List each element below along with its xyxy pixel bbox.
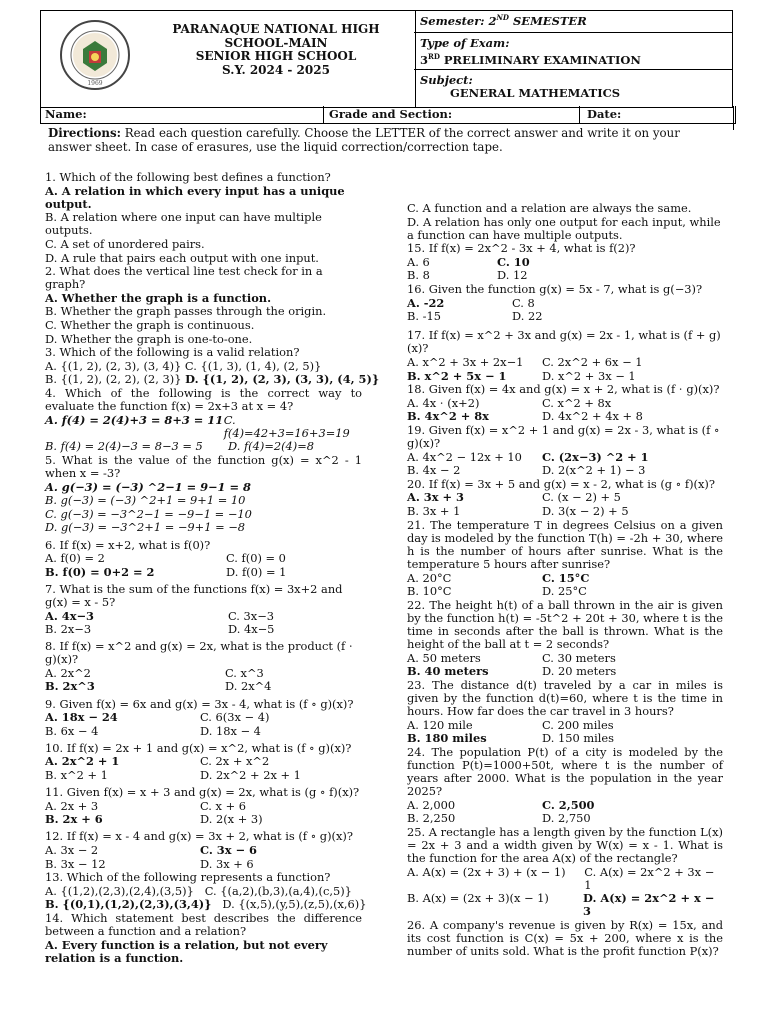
- question-text: 10. If f(x) = 2x + 1 and g(x) = x^2, what is (f ∘ g)(x)?: [45, 740, 352, 755]
- answer-choice: D. 18x − 4: [200, 723, 261, 738]
- answer-choice: A. f(4) = 2(4)+3 = 8+3 = 11: [45, 412, 224, 427]
- question-text: 20. If f(x) = 3x + 5 and g(x) = x - 2, what is (g ∘ f)(x)?: [407, 476, 715, 491]
- answer-choice: C. 3x − 6: [200, 843, 257, 857]
- answer-choice: A. 2x + 3: [45, 798, 99, 813]
- answer-choice: B. 2x^3: [45, 679, 95, 694]
- school-line: PARANAQUE NATIONAL HIGH: [172, 22, 380, 36]
- answer-choice: B. g(−3) = (−3) ^2+1 = 9+1 = 10: [45, 493, 246, 508]
- answer-choice: C. x + 6: [200, 798, 247, 813]
- answer-choice: D. 22: [512, 309, 543, 324]
- answer-choice: C. 2x + x^2: [200, 754, 270, 769]
- question-text: 24. The population P(t) of a city is modeled by the function P(t)=1000+50t, where t is the number of years after 2000. What is the population in the year 2025?: [407, 744, 723, 799]
- answer-choice: B. 3x + 1: [407, 504, 461, 519]
- answer-choice: C. (x − 2) + 5: [542, 490, 621, 505]
- question-text: 16. Given the function g(x) = 5x - 7, what is g(−3)?: [407, 282, 703, 297]
- answer-choice: B. f(0) = 0+2 = 2: [45, 564, 155, 579]
- question-text: 12. If f(x) = x - 4 and g(x) = 3x + 2, what is (f ∘ g)(x)?: [45, 829, 353, 844]
- grade-section-label: Grade and Section:: [329, 107, 453, 121]
- answer-choice: C. Whether the graph is continuous.: [45, 318, 255, 333]
- answer-choice: C. 2x^2 + 6x − 1: [542, 355, 643, 370]
- answer-choice: D. A relation has only one output for each input, while a function can have multiple outputs.: [407, 214, 721, 242]
- subject-label: Subject:: [420, 73, 473, 87]
- answer-choice: B. 4x − 2: [407, 463, 461, 478]
- answer-choice: A. {(1,2),(2,3),(2,4),(3,5)}: [45, 883, 194, 898]
- answer-choice: C. x^3: [225, 665, 264, 680]
- answer-choice: A. 2x^2 + 1: [45, 754, 120, 769]
- answer-choice: C. A set of unordered pairs.: [45, 236, 205, 251]
- answer-choice: D. 20 meters: [542, 664, 617, 679]
- answer-choice: A. -22: [407, 295, 445, 310]
- answer-choice: C. g(−3) = −3^2−1 = −9−1 = −10: [45, 506, 252, 521]
- answer-choice: A. 3x − 2: [45, 843, 99, 857]
- answer-choice: B. 2x + 6: [45, 812, 103, 827]
- answer-choice: D. Whether the graph is one-to-one.: [45, 331, 253, 346]
- answer-choice: D. f(0) = 1: [226, 564, 287, 579]
- semester-value: SEMESTER: [509, 13, 587, 28]
- answer-choice: D. x^2 + 3x − 1: [542, 368, 636, 383]
- question-text: 13. Which of the following represents a function?: [45, 870, 331, 885]
- exam-header: [40, 10, 734, 106]
- answer-choice: D. A(x) = 2x^2 + x − 3: [583, 891, 715, 919]
- answer-choice: A. 2x^2: [45, 665, 91, 680]
- answer-choice: C. 200 miles: [542, 717, 614, 732]
- answer-choice: A. f(0) = 2: [45, 551, 105, 566]
- question-text: 17. If f(x) = x^2 + 3x and g(x) = 2x - 1, what is (f + g)(x)?: [407, 328, 721, 356]
- directions-text: Read each question carefully. Choose the LETTER of the correct answer and write it on your answer sheet. In case of erasures, use the liquid correction/correction tape.: [48, 126, 680, 154]
- question-text: 2. What does the vertical line test check for in a graph?: [45, 264, 323, 292]
- answer-choice: D. 2,750: [542, 811, 591, 826]
- answer-choice: A. A(x) = (2x + 3) + (x − 1): [407, 864, 566, 879]
- answer-choice: C. 3x−3: [228, 608, 275, 623]
- answer-choice: B. x^2 + 1: [45, 768, 108, 783]
- answer-choice: D. 3(x − 2) + 5: [542, 504, 629, 519]
- answer-choice: C. 2,500: [542, 797, 595, 812]
- question-text: 7. What is the sum of the functions f(x) = 3x+2 and g(x) = x - 5?: [45, 581, 343, 609]
- question-text: 21. The temperature T in degrees Celsius on a given day is modeled by the function T(h) = -2h + 30, where h is the number of hours after sunrise. What is the temperature 5 hours after sunrise?: [407, 517, 723, 571]
- exam-type-row: [414, 33, 732, 70]
- answer-choice: C. (2x−3) ^2 + 1: [542, 449, 649, 464]
- answer-choice: B. {(0,1),(1,2),(2,3),(3,4)}: [45, 897, 212, 912]
- questions-column-right: [407, 202, 723, 959]
- answer-choice: C. A function and a relation are always the same.: [407, 201, 692, 215]
- exam-prefix: 3: [420, 52, 429, 67]
- school-line: SCHOOL-MAIN: [224, 35, 328, 50]
- question-text: 18. Given f(x) = 4x and g(x) = x + 2, what is (f ⋅ g)(x)?: [407, 382, 720, 397]
- answer-choice: A. 20°C: [407, 570, 452, 585]
- answer-choice: A. Every function is a relation, but not every relation is a function.: [45, 937, 328, 965]
- answer-choice: B. x^2 + 5x − 1: [407, 368, 507, 383]
- answer-choice: B. f(4) = 2(4)−3 = 8−3 = 5: [45, 439, 203, 454]
- answer-choice: D. 2(x^2 + 1) − 3: [542, 463, 646, 478]
- answer-choice: B. 40 meters: [407, 664, 489, 679]
- question-text: 25. A rectangle has a length given by the function L(x) = 2x + 3 and a width given by W(x) = x - 1. What is the function for the area A(x) of the rectangle?: [407, 824, 723, 865]
- answer-choice: D. {(x,5),(y,5),(z,5),(x,6)}: [222, 897, 367, 912]
- answer-choice: D. 2x^4: [225, 679, 272, 694]
- answer-choice: A. 3x + 3: [407, 490, 464, 505]
- answer-choice: C. {(a,2),(b,3),(a,4),(c,5)}: [204, 883, 352, 898]
- answer-choice: A. 4x ⋅ (x+2): [407, 395, 480, 410]
- answer-choice: C. 8: [512, 295, 535, 310]
- question-text: 9. Given f(x) = 6x and g(x) = 3x - 4, what is (f ∘ g)(x)?: [45, 696, 354, 711]
- answer-choice: A. 4x−3: [45, 608, 94, 623]
- answer-choice: B. 180 miles: [407, 731, 487, 746]
- answer-choice: D. 2x^2 + 2x + 1: [200, 768, 301, 783]
- answer-choice: D. A rule that pairs each output with one input.: [45, 250, 319, 265]
- answer-choice: A. x^2 + 3x + 2x−1: [407, 355, 524, 370]
- answer-choice: B. Whether the graph passes through the origin.: [45, 304, 327, 319]
- answer-choice: C. A(x) = 2x^2 + 3x − 1: [584, 864, 715, 892]
- school-seal-logo: [59, 19, 131, 91]
- school-block: [40, 10, 416, 108]
- answer-choice: B. 8: [407, 268, 430, 283]
- answer-choice: A. 18x − 24: [45, 710, 118, 725]
- semester-sup: ND: [496, 13, 509, 22]
- date-field-label: Date:: [587, 107, 622, 121]
- answer-choice: C. x^2 + 8x: [542, 395, 612, 410]
- answer-choice: A. 6: [407, 254, 430, 269]
- answer-choice: B. 3x − 12: [45, 856, 106, 871]
- answer-choice: A. A relation in which every input has a unique output.: [45, 183, 345, 211]
- question-text: 5. What is the value of the function g(x) = x^2 - 1 when x = -3?: [45, 452, 362, 481]
- answer-choice: B. A(x) = (2x + 3)(x − 1): [407, 891, 549, 906]
- answer-choice: D. 150 miles: [542, 731, 615, 746]
- svg-text:1969: 1969: [87, 80, 103, 87]
- question-text: 23. The distance d(t) traveled by a car in miles is given by the function d(t)=60, where t is the time in hours. How far does the car travel in 3 hours?: [407, 677, 723, 718]
- answer-choice: D. f(4)=2(4)=8: [228, 439, 315, 454]
- answer-choice: A. Whether the graph is a function.: [45, 290, 272, 305]
- question-text: 26. A company's revenue is given by R(x) = 15x, and its cost function is C(x) = 5x + 200, where x is the number of units sold. What is the profit function P(x)?: [407, 917, 723, 959]
- answer-choice: B. 2x−3: [45, 622, 92, 637]
- directions: [48, 126, 720, 154]
- answer-choice: A. 4x^2 − 12x + 10: [407, 449, 522, 464]
- school-line: SENIOR HIGH SCHOOL: [195, 49, 357, 63]
- exam-meta: [414, 10, 733, 108]
- school-year: S.Y. 2024 - 2025: [222, 62, 330, 77]
- question-text: 19. Given f(x) = x^2 + 1 and g(x) = 2x - 3, what is (f ∘ g)(x)?: [407, 423, 720, 451]
- questions-column-left: [45, 170, 380, 965]
- answer-choice: D. {(1, 2), (2, 3), (3, 3), (4, 5)}: [185, 372, 380, 387]
- answer-choice: B. {(1, 2), (2, 2), (2, 3)}: [45, 372, 182, 387]
- answer-choice: C. 10: [497, 254, 530, 269]
- answer-choice: D. g(−3) = −3^2+1 = −9+1 = −8: [45, 520, 246, 535]
- question-text: 15. If f(x) = 2x^2 - 3x + 4, what is f(2)?: [407, 241, 636, 256]
- question-text: 8. If f(x) = x^2 and g(x) = 2x, what is the product (f ⋅ g)(x)?: [45, 639, 353, 667]
- name-field-label: Name:: [45, 107, 87, 121]
- answer-choice: C. f(0) = 0: [226, 551, 286, 566]
- directions-label: Directions:: [48, 126, 121, 140]
- semester-label: Semester: 2: [420, 13, 497, 28]
- student-info-row: [40, 106, 736, 124]
- answer-choice: A. {(1, 2), (2, 3), (3, 4)} C. {(1, 3), (1, 4), (2, 5)}: [45, 358, 322, 373]
- question-text: 14. Which statement best describes the difference between a function and a relation?: [45, 910, 362, 939]
- subject-row: [414, 70, 732, 107]
- answer-choice: C. 30 meters: [542, 650, 616, 665]
- question-text: 4. Which of the following is the correct way to evaluate the function f(x) = 2x+3 at x = 4?: [45, 386, 362, 414]
- answer-choice: D. 3x + 6: [200, 856, 254, 871]
- answer-choice: B. 10°C: [407, 584, 452, 599]
- answer-choice: A. 120 mile: [407, 717, 473, 732]
- answer-choice: D. 4x^2 + 4x + 8: [542, 409, 643, 424]
- school-name: [151, 23, 401, 77]
- answer-choice: A. 50 meters: [407, 650, 481, 665]
- answer-choice: D. 4x−5: [228, 622, 275, 637]
- answer-choice: B. -15: [407, 309, 441, 324]
- question-text: 1. Which of the following best defines a function?: [45, 170, 331, 184]
- answer-choice: D. 25°C: [542, 584, 587, 599]
- answer-choice: C. 6(3x − 4): [200, 710, 270, 725]
- answer-choice: B. A relation where one input can have multiple outputs.: [45, 210, 322, 238]
- question-text: 11. Given f(x) = x + 3 and g(x) = 2x, what is (g ∘ f)(x)?: [45, 785, 360, 800]
- answer-choice: D. 12: [497, 268, 528, 283]
- answer-choice: C. 15°C: [542, 570, 590, 585]
- answer-choice: B. 2,250: [407, 811, 456, 826]
- exam-type-value: PRELIMINARY EXAMINATION: [439, 52, 641, 67]
- answer-choice: D. 2(x + 3): [200, 812, 263, 827]
- answer-choice: C. f(4)=42+3=16+3=19: [223, 412, 350, 440]
- answer-choice: B. 4x^2 + 8x: [407, 409, 489, 424]
- question-text: 22. The height h(t) of a ball thrown in the air is given by the function h(t) = -5t^2 + 20t + 30, where t is the time in seconds after the ball is thrown. What is the height of the ball at t = 2 seconds?: [407, 597, 723, 651]
- subject-value: GENERAL MATHEMATICS: [450, 86, 621, 100]
- semester-row: [414, 11, 732, 33]
- answer-choice: A. 2,000: [407, 797, 456, 812]
- question-text: 3. Which of the following is a valid relation?: [45, 345, 300, 360]
- question-text: 6. If f(x) = x+2, what is f(0)?: [45, 537, 211, 552]
- exam-type-label: Type of Exam:: [420, 36, 510, 50]
- answer-choice: A. g(−3) = (−3) ^2−1 = 9−1 = 8: [45, 479, 251, 494]
- exam-sup: RD: [428, 52, 440, 61]
- answer-choice: B. 6x − 4: [45, 723, 99, 738]
